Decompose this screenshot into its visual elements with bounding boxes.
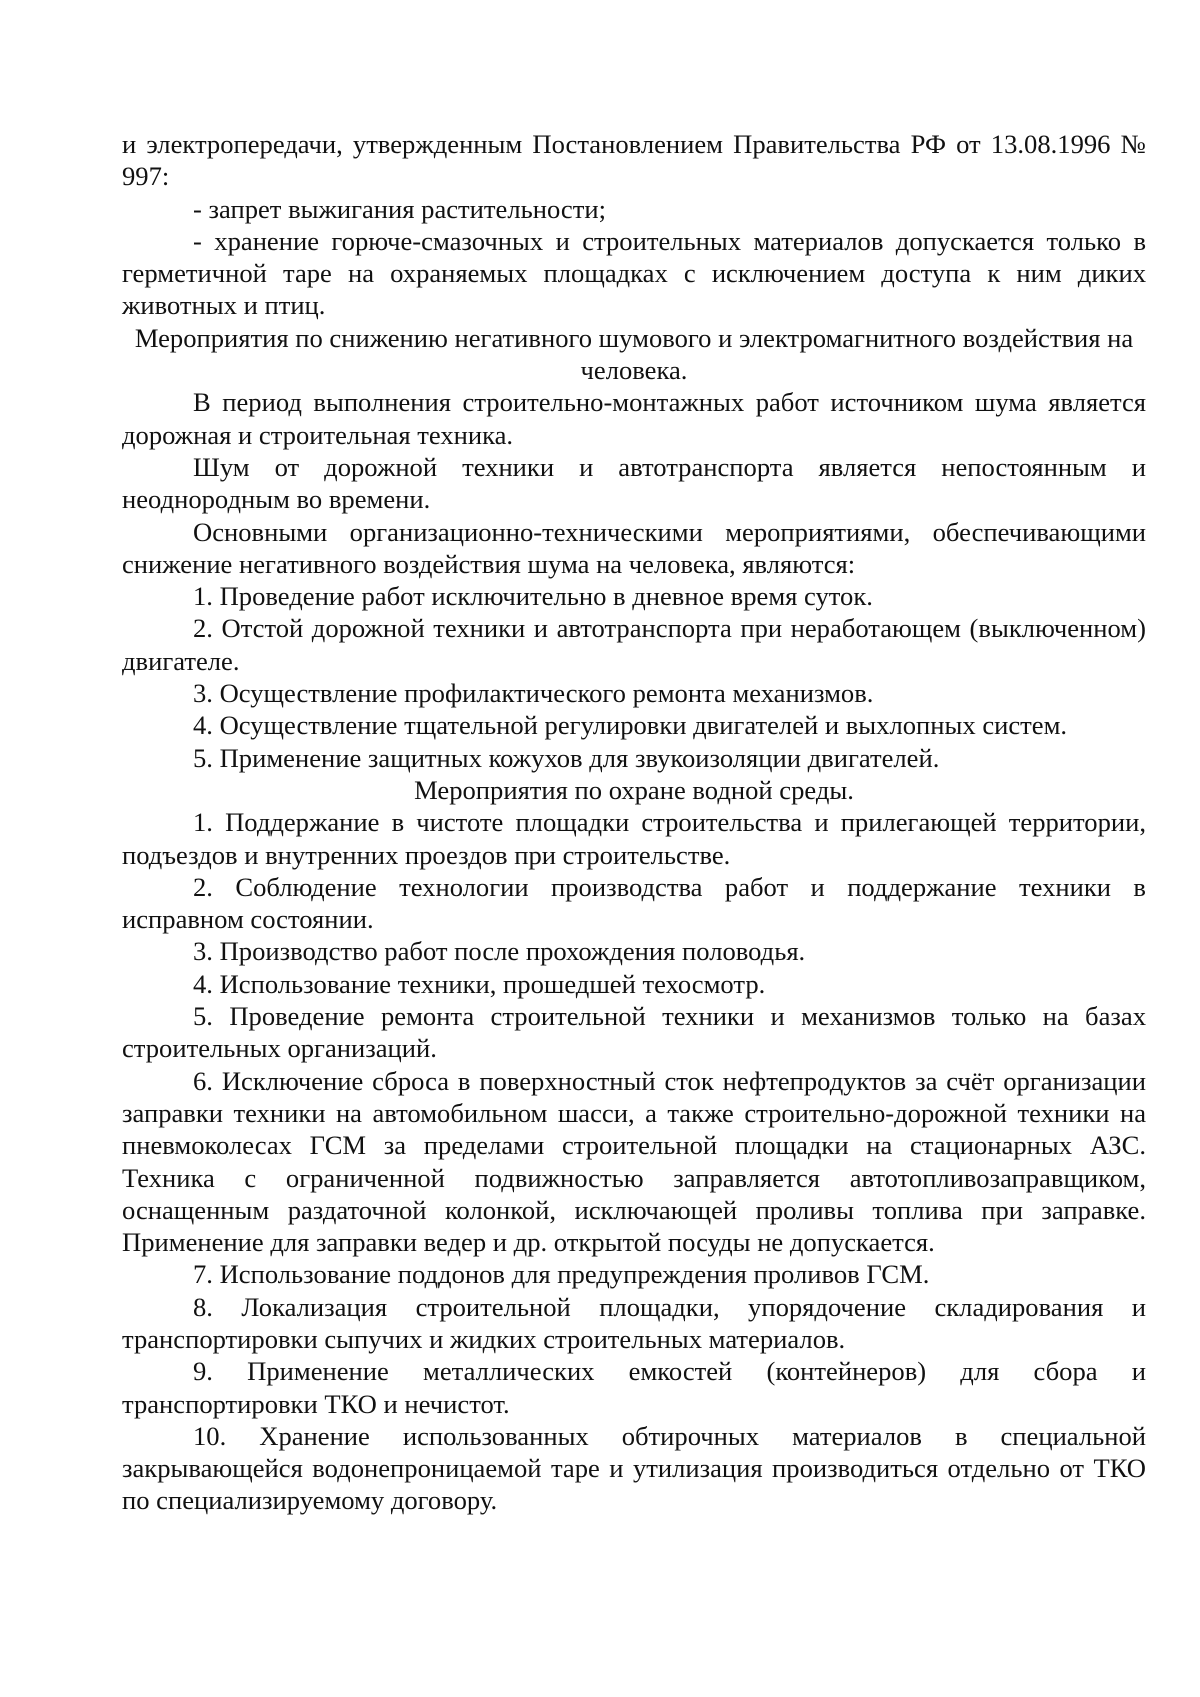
document-page (122, 128, 1146, 1517)
list-item: - хранение горюче-смазочных и строительных материалов допускается только в герметичной таре на охраняемых площадках с исключением доступа к ним диких животных и птиц. (122, 225, 1146, 321)
list-item: 3. Производство работ после прохождения половодья. (193, 936, 806, 967)
list-item: 7. Использование поддонов для предупреждения проливов ГСМ. (193, 1259, 930, 1290)
section-heading-water: Мероприятия по охране водной среды. (414, 774, 854, 805)
section-heading-noise: Мероприятия по снижению негативного шумового и электромагнитного воздействия на человека. (134, 322, 1134, 386)
list-item: 1. Проведение работ исключительно в дневное время суток. (193, 581, 873, 612)
list-item: 6. Исключение сброса в поверхностный сток нефтепродуктов за счёт организации заправки техники на автомобильном шасси, а также строительно-дорожной техники на пневмоколесах ГСМ за пределами строительной площадки на стационарных АЗС. Техника с ограниченной подвижностью заправляется автотопливозаправщиком, оснащенным раздаточной колонкой, исключающей проливы топлива при заправке. Применение для заправки ведер и др. открытой посуды не допускается. (122, 1065, 1146, 1258)
list-item: 8. Локализация строительной площадки, упорядочение складирования и транспортировки сыпучих и жидких строительных материалов. (122, 1291, 1146, 1354)
list-item: 9. Применение металлических емкостей (контейнеров) для сбора и транспортировки ТКО и нечистот. (122, 1356, 1146, 1419)
list-item: 5. Проведение ремонта строительной техники и механизмов только на базах строительных организаций. (122, 1001, 1146, 1064)
paragraph: Шум от дорожной техники и автотранспорта является непостоянным и неоднородным во времени. (122, 451, 1146, 515)
list-item: 1. Поддержание в чистоте площадки строительства и прилегающей территории, подъездов и внутренних проездов при строительстве. (122, 807, 1146, 870)
paragraph: В период выполнения строительно-монтажных работ источником шума является дорожная и строительная техника. (122, 387, 1146, 450)
list-item: 4. Осуществление тщательной регулировки двигателей и выхлопных систем. (193, 710, 1068, 741)
paragraph: Основными организационно-техническими мероприятиями, обеспечивающими снижение негативного воздействия шума на человека, являются: (122, 516, 1146, 579)
list-item: 5. Применение защитных кожухов для звукоизоляции двигателей. (193, 742, 940, 773)
list-item: 4. Использование техники, прошедшей техосмотр. (193, 968, 766, 999)
list-item: 2. Соблюдение технологии производства работ и поддержание техники в исправном состоянии. (122, 871, 1146, 935)
list-item: 2. Отстой дорожной техники и автотранспорта при неработающем (выключенном) двигателе. (122, 613, 1146, 676)
list-item: 3. Осуществление профилактического ремонта механизмов. (193, 678, 874, 709)
list-item: - запрет выжигания растительности; (193, 193, 606, 224)
paragraph-continuation: и электропередачи, утвержденным Постановлением Правительства РФ от 13.08.1996 № 997: (122, 129, 1146, 192)
list-item: 10. Хранение использованных обтирочных материалов в специальной закрывающейся водонепроницаемой таре и утилизация производиться отдельно от ТКО по специализируемому договору. (122, 1420, 1146, 1516)
